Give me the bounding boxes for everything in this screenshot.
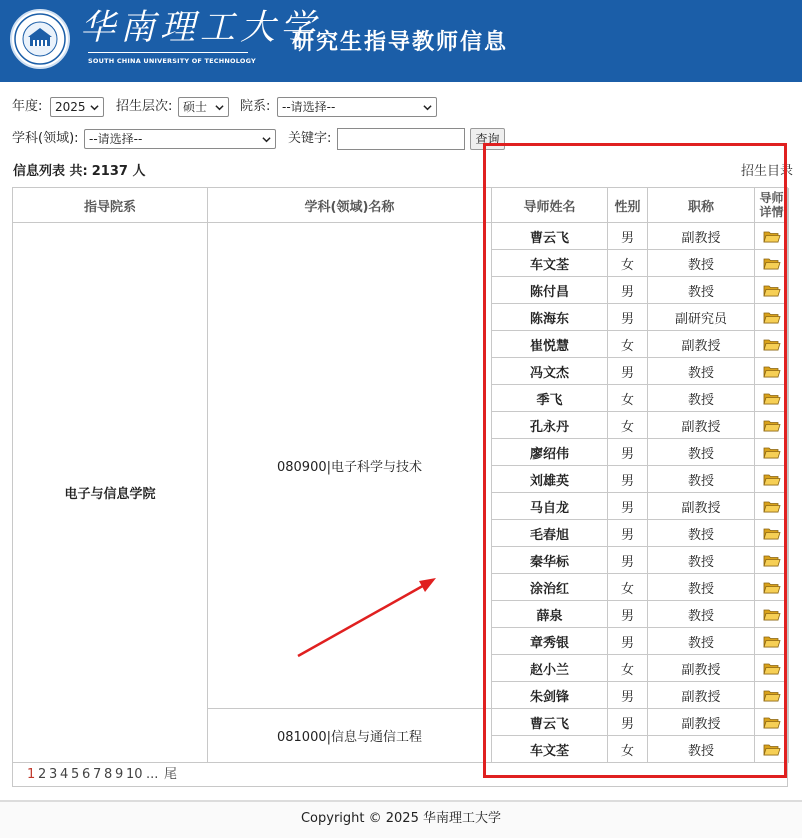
advisor-title: 副教授 xyxy=(648,493,755,520)
advisor-details-button[interactable] xyxy=(755,304,789,331)
advisor-gender: 男 xyxy=(608,709,648,736)
page-link[interactable]: 7 xyxy=(93,767,102,782)
folder-open-icon xyxy=(763,526,781,541)
page-link[interactable]: 10 xyxy=(126,767,143,782)
advisor-details-button[interactable] xyxy=(755,709,789,736)
folder-open-icon xyxy=(763,445,781,460)
advisor-name[interactable]: 刘雄英 xyxy=(492,466,608,493)
advisor-title: 教授 xyxy=(648,358,755,385)
advisor-title: 教授 xyxy=(648,385,755,412)
advisor-title: 副教授 xyxy=(648,655,755,682)
page-link[interactable]: 2 xyxy=(38,767,47,782)
advisor-name[interactable]: 秦华标 xyxy=(492,547,608,574)
page-link-current[interactable]: 1 xyxy=(27,767,36,782)
advisor-details-button[interactable] xyxy=(755,331,789,358)
advisor-title: 教授 xyxy=(648,628,755,655)
advisor-details-button[interactable] xyxy=(755,358,789,385)
folder-open-icon xyxy=(763,688,781,703)
header-divider xyxy=(88,52,248,53)
advisor-title: 教授 xyxy=(648,736,755,763)
university-name-cn: 华南理工大学 xyxy=(80,8,321,48)
advisor-title: 教授 xyxy=(648,439,755,466)
advisor-details-button[interactable] xyxy=(755,385,789,412)
keyword-input[interactable] xyxy=(337,128,465,150)
level-select-value: 硕士 xyxy=(183,100,208,114)
header-advisor-name: 导师姓名 xyxy=(492,188,608,223)
advisor-name[interactable]: 朱剑锋 xyxy=(492,682,608,709)
advisor-title: 副教授 xyxy=(648,682,755,709)
department-select-value: --请选择-- xyxy=(282,100,336,114)
folder-open-icon xyxy=(763,418,781,433)
advisor-gender: 男 xyxy=(608,628,648,655)
advisor-gender: 女 xyxy=(608,574,648,601)
university-name-en: SOUTH CHINA UNIVERSITY OF TECHNOLOGY xyxy=(88,57,256,65)
header-gender: 性别 xyxy=(608,188,648,223)
advisor-details-button[interactable] xyxy=(755,439,789,466)
advisor-gender: 女 xyxy=(608,331,648,358)
advisor-gender: 男 xyxy=(608,601,648,628)
advisor-gender: 男 xyxy=(608,520,648,547)
subject-cell: 080900|电子科学与技术 xyxy=(208,223,492,709)
advisor-gender: 男 xyxy=(608,682,648,709)
advisor-details-button[interactable] xyxy=(755,277,789,304)
folder-open-icon xyxy=(763,715,781,730)
page-link[interactable]: 8 xyxy=(104,767,113,782)
folder-open-icon xyxy=(763,337,781,352)
page-ellipsis: ... xyxy=(146,767,159,782)
folder-open-icon xyxy=(763,229,781,244)
advisor-gender: 女 xyxy=(608,385,648,412)
advisor-details-button[interactable] xyxy=(755,655,789,682)
subject-select[interactable] xyxy=(84,129,276,149)
folder-open-icon xyxy=(763,391,781,406)
advisor-gender: 女 xyxy=(608,736,648,763)
chevron-down-icon xyxy=(90,103,99,112)
advisor-title: 副教授 xyxy=(648,223,755,250)
advisor-title: 副教授 xyxy=(648,412,755,439)
advisor-name[interactable]: 涂治红 xyxy=(492,574,608,601)
folder-open-icon xyxy=(763,364,781,379)
search-button[interactable]: 查询 xyxy=(470,128,505,150)
advisor-name[interactable]: 陈海东 xyxy=(492,304,608,331)
result-count-value: 2137 人 xyxy=(91,164,146,179)
advisor-name[interactable]: 薛泉 xyxy=(492,601,608,628)
page-title: 研究生指导教师信息 xyxy=(292,30,509,55)
folder-open-icon xyxy=(763,742,781,757)
advisor-gender: 男 xyxy=(608,304,648,331)
advisor-title: 教授 xyxy=(648,250,755,277)
header-department: 指导院系 xyxy=(13,188,208,223)
advisor-gender: 男 xyxy=(608,358,648,385)
advisor-table xyxy=(12,187,788,763)
university-seal-logo xyxy=(10,9,70,69)
header-details: 导师详情 xyxy=(755,188,789,223)
admission-catalog-link[interactable]: 招生目录 xyxy=(741,164,794,179)
level-label: 招生层次: xyxy=(116,99,173,114)
advisor-details-button[interactable] xyxy=(755,601,789,628)
advisor-gender: 女 xyxy=(608,250,648,277)
advisor-details-button[interactable] xyxy=(755,520,789,547)
advisor-name[interactable]: 车文荃 xyxy=(492,250,608,277)
advisor-title: 副研究员 xyxy=(648,304,755,331)
advisor-gender: 男 xyxy=(608,223,648,250)
advisor-name[interactable]: 马自龙 xyxy=(492,493,608,520)
advisor-title: 教授 xyxy=(648,601,755,628)
advisor-title: 教授 xyxy=(648,466,755,493)
year-select-value: 2025 xyxy=(55,100,86,114)
department-select[interactable] xyxy=(277,97,437,117)
result-count xyxy=(13,162,145,182)
advisor-details-button[interactable] xyxy=(755,574,789,601)
advisor-gender: 女 xyxy=(608,412,648,439)
advisor-title: 教授 xyxy=(648,574,755,601)
page-link[interactable]: 5 xyxy=(71,767,80,782)
folder-open-icon xyxy=(763,472,781,487)
advisor-name[interactable]: 章秀银 xyxy=(492,628,608,655)
subject-cell: 081000|信息与通信工程 xyxy=(208,709,492,763)
page-link[interactable]: 9 xyxy=(115,767,124,782)
advisor-name[interactable]: 冯文杰 xyxy=(492,358,608,385)
site-header xyxy=(0,0,802,82)
page-link-last[interactable]: 尾 xyxy=(164,767,178,782)
advisor-title: 教授 xyxy=(648,277,755,304)
subject-label: 学科(领域): xyxy=(12,131,79,146)
result-count-label: 信息列表 共: xyxy=(13,164,88,179)
advisor-title: 教授 xyxy=(648,520,755,547)
advisor-gender: 男 xyxy=(608,277,648,304)
folder-open-icon xyxy=(763,607,781,622)
advisor-gender: 女 xyxy=(608,655,648,682)
page-link[interactable]: 3 xyxy=(49,767,58,782)
keyword-label: 关键字: xyxy=(288,131,332,146)
chevron-down-icon xyxy=(262,135,271,144)
header-subject: 学科(领域)名称 xyxy=(208,188,492,223)
advisor-details-button[interactable] xyxy=(755,250,789,277)
folder-open-icon xyxy=(763,310,781,325)
folder-open-icon xyxy=(763,634,781,649)
page-link[interactable]: 6 xyxy=(82,767,91,782)
advisor-details-button[interactable] xyxy=(755,682,789,709)
pagination xyxy=(12,763,788,787)
folder-open-icon xyxy=(763,256,781,271)
header-title: 职称 xyxy=(648,188,755,223)
advisor-title: 副教授 xyxy=(648,709,755,736)
advisor-name[interactable]: 毛春旭 xyxy=(492,520,608,547)
advisor-name[interactable]: 赵小兰 xyxy=(492,655,608,682)
year-select[interactable] xyxy=(50,97,104,117)
advisor-title: 教授 xyxy=(648,547,755,574)
department-label: 院系: xyxy=(240,99,271,114)
department-cell: 电子与信息学院 xyxy=(13,223,208,763)
year-label: 年度: xyxy=(12,99,43,114)
folder-open-icon xyxy=(763,283,781,298)
advisor-name[interactable]: 曹云飞 xyxy=(492,223,608,250)
level-select[interactable] xyxy=(178,97,229,117)
advisor-name[interactable]: 崔悦慧 xyxy=(492,331,608,358)
copyright-footer: Copyright © 2025 华南理工大学 xyxy=(0,800,802,838)
advisor-name[interactable]: 车文荃 xyxy=(492,736,608,763)
advisor-details-button[interactable] xyxy=(755,223,789,250)
advisor-gender: 男 xyxy=(608,547,648,574)
folder-open-icon xyxy=(763,661,781,676)
advisor-details-button[interactable] xyxy=(755,412,789,439)
chevron-down-icon xyxy=(423,103,432,112)
subject-select-value: --请选择-- xyxy=(89,132,143,146)
advisor-gender: 男 xyxy=(608,466,648,493)
chevron-down-icon xyxy=(215,103,224,112)
page-link[interactable]: 4 xyxy=(60,767,69,782)
advisor-title: 副教授 xyxy=(648,331,755,358)
advisor-name[interactable]: 孔永丹 xyxy=(492,412,608,439)
folder-open-icon xyxy=(763,499,781,514)
advisor-name[interactable]: 曹云飞 xyxy=(492,709,608,736)
advisor-name[interactable]: 季飞 xyxy=(492,385,608,412)
advisor-gender: 男 xyxy=(608,439,648,466)
advisor-name[interactable]: 陈付昌 xyxy=(492,277,608,304)
advisor-details-button[interactable] xyxy=(755,736,789,763)
advisor-details-button[interactable] xyxy=(755,493,789,520)
advisor-details-button[interactable] xyxy=(755,466,789,493)
advisor-gender: 男 xyxy=(608,493,648,520)
advisor-details-button[interactable] xyxy=(755,547,789,574)
folder-open-icon xyxy=(763,580,781,595)
folder-open-icon xyxy=(763,553,781,568)
advisor-name[interactable]: 廖绍伟 xyxy=(492,439,608,466)
advisor-details-button[interactable] xyxy=(755,628,789,655)
